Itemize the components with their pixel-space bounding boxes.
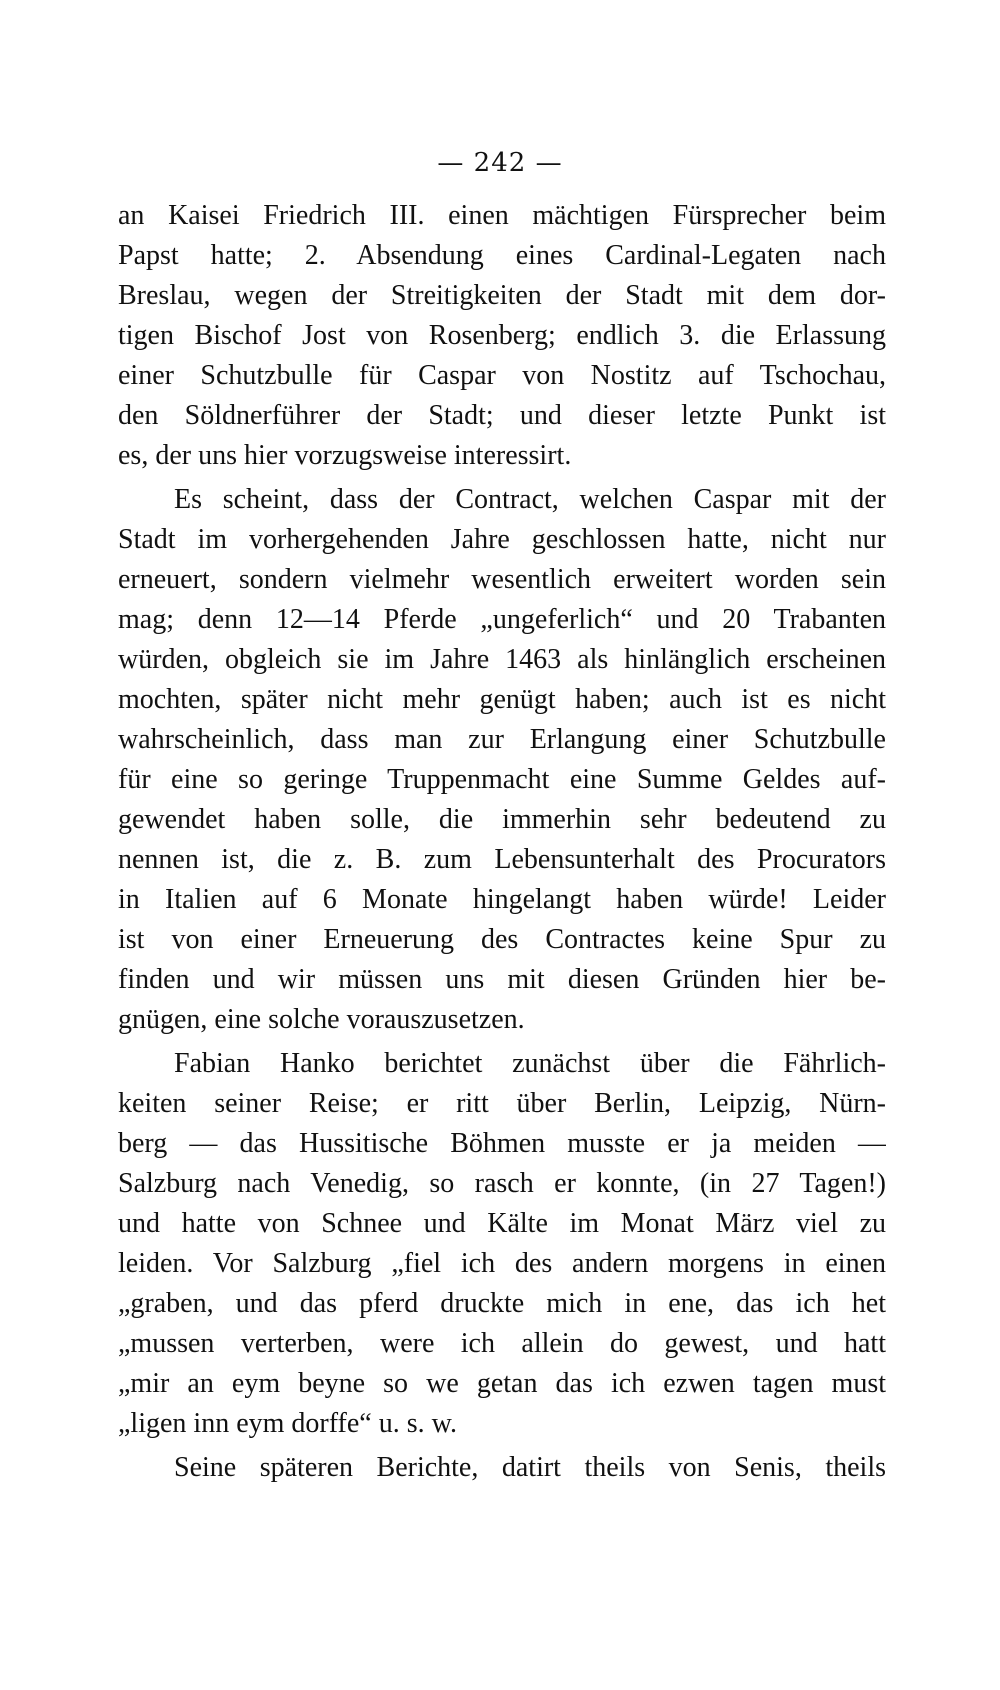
text-line: für eine so geringe Truppenmacht eine Summe Geldes auf- (118, 764, 886, 795)
text-line: ist von einer Erneuerung des Contractes keine Spur zu (118, 924, 886, 955)
paragraph-1 (118, 196, 886, 476)
text-line: und hatte von Schnee und Kälte im Monat März viel zu (118, 1208, 886, 1239)
text-line: an Kaisei Friedrich III. einen mächtigen Fürsprecher beim (118, 200, 886, 231)
text-line: gnügen, eine solche vorauszusetzen. (118, 1004, 525, 1035)
text-line: finden und wir müssen uns mit diesen Gründen hier be- (118, 964, 886, 995)
paragraph-2 (118, 480, 886, 1040)
text-line: „mir an eym beyne so we getan das ich ezwen tagen must (118, 1368, 886, 1399)
text-line: „mussen verterben, were ich allein do gewest, und hatt (118, 1328, 886, 1359)
text-line: leiden. Vor Salzburg „fiel ich des andern morgens in einen (118, 1248, 886, 1279)
text-line: Seine späteren Berichte, datirt theils von Senis, theils (174, 1452, 886, 1483)
page-number: — 242 — (437, 148, 563, 178)
paragraph-3 (118, 1044, 886, 1444)
text-line: Es scheint, dass der Contract, welchen Caspar mit der (174, 484, 886, 515)
text-line: in Italien auf 6 Monate hingelangt haben würde! Leider (118, 884, 886, 915)
text-line: mag; denn 12—14 Pferde „ungeferlich“ und 20 Trabanten (118, 604, 886, 635)
text-line: keiten seiner Reise; er ritt über Berlin, Leipzig, Nürn- (118, 1088, 886, 1119)
text-line: berg — das Hussitische Böhmen musste er ja meiden — (118, 1128, 886, 1159)
text-line: Stadt im vorhergehenden Jahre geschlossen hatte, nicht nur (118, 524, 886, 555)
text-line: Papst hatte; 2. Absendung eines Cardinal-Legaten nach (118, 240, 886, 271)
text-line: Salzburg nach Venedig, so rasch er konnte, (in 27 Tagen!) (118, 1168, 886, 1199)
text-line: „graben, und das pferd druckte mich in ene, das ich het (118, 1288, 886, 1319)
text-line: würden, obgleich sie im Jahre 1463 als hinlänglich erscheinen (118, 644, 886, 675)
text-line: es, der uns hier vorzugsweise interessirt. (118, 440, 572, 471)
text-line: Breslau, wegen der Streitigkeiten der Stadt mit dem dor- (118, 280, 886, 311)
text-line: einer Schutzbulle für Caspar von Nostitz auf Tschochau, (118, 360, 886, 391)
text-line: mochten, später nicht mehr genügt haben; auch ist es nicht (118, 684, 886, 715)
text-line: gewendet haben solle, die immerhin sehr bedeutend zu (118, 804, 886, 835)
paragraph-4 (118, 1448, 886, 1488)
text-line: erneuert, sondern vielmehr wesentlich erweitert worden sein (118, 564, 886, 595)
text-line: Fabian Hanko berichtet zunächst über die Fährlich- (174, 1048, 886, 1079)
text-line: nennen ist, die z. B. zum Lebensunterhalt des Procurators (118, 844, 886, 875)
body-text (118, 196, 886, 1488)
text-line: den Söldnerführer der Stadt; und dieser letzte Punkt ist (118, 400, 886, 431)
text-line: tigen Bischof Jost von Rosenberg; endlich 3. die Erlassung (118, 320, 886, 351)
text-line: wahrscheinlich, dass man zur Erlangung einer Schutzbulle (118, 724, 886, 755)
text-line: „ligen inn eym dorffe“ u. s. w. (118, 1408, 458, 1439)
